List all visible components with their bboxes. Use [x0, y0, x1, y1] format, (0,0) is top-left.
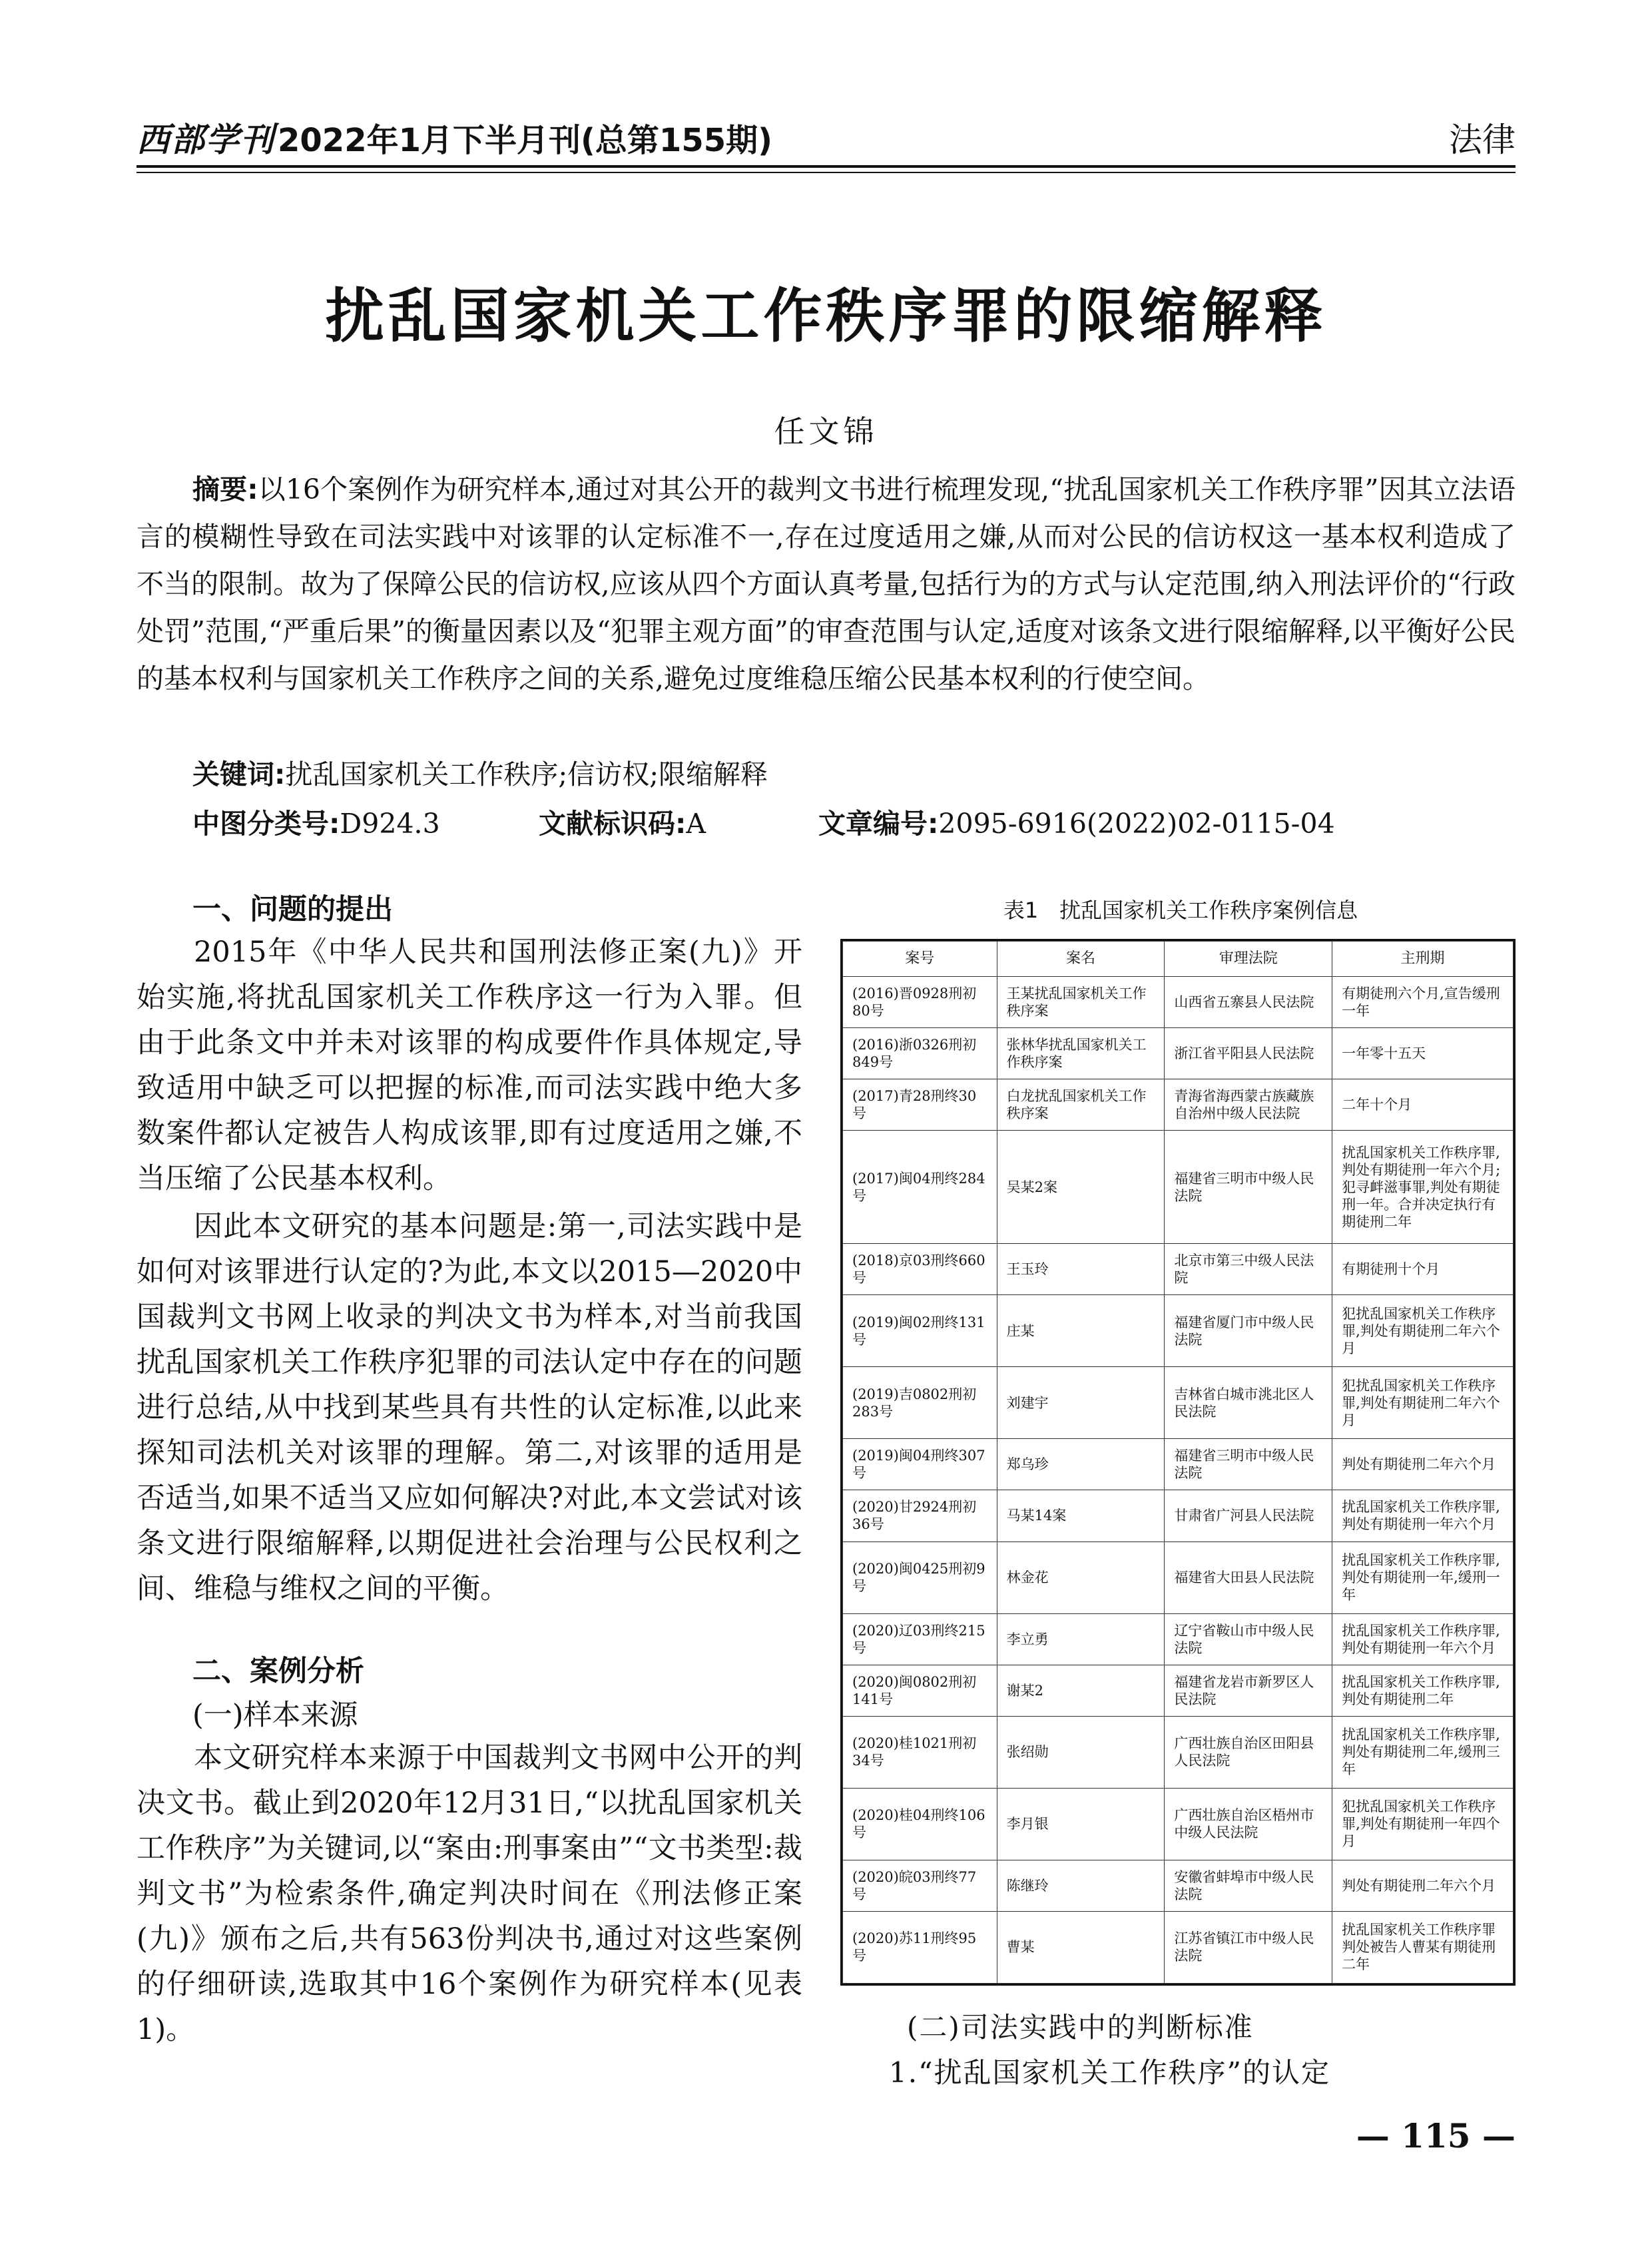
cell-case-no: (2019)闽02刑终131号 [843, 1295, 997, 1367]
cell-court: 福建省三明市中级人民法院 [1165, 1439, 1332, 1490]
abstract-text: 以16个案例作为研究样本,通过对其公开的裁判文书进行梳理发现,“扰乱国家机关工作秩序罪”因其立法语言的模糊性导致在司法实践中对该罪的认定标准不一,存在过度适用之嫌,从而对公民的信访权这一基本权利造成了不当的限制。故为了保障公民的信访权,应该从四个方面认真考量,包括行为的方式与认定范围,纳入刑法评价的“行政处罚”范围,“严重后果”的衡量因素以及“犯罪主观方面”的审查范围与认定,适度对该条文进行限缩解释,以平衡好公民的基本权利与国家机关工作秩序之间的关系,避免过度维稳压缩公民基本权利的行使空间。 [137, 473, 1515, 695]
cell-case-name: 李月银 [997, 1788, 1165, 1860]
page-number: — 115 — [1356, 2116, 1515, 2155]
clc-label: 中图分类号: [192, 808, 340, 840]
cell-case-name: 李立勇 [997, 1613, 1165, 1665]
case-table [840, 939, 1515, 1986]
article-title: 扰乱国家机关工作秩序罪的限缩解释 [325, 281, 1327, 350]
cell-sentence: 犯扰乱国家机关工作秩序罪,判处有期徒刑二年六个月 [1332, 1295, 1514, 1367]
cell-case-no: (2020)桂1021刑初34号 [843, 1716, 997, 1788]
cell-case-name: 郑乌珍 [997, 1439, 1165, 1490]
table-row [843, 1860, 1514, 1911]
cell-case-name: 庄某 [997, 1295, 1165, 1367]
journal-logo: 西部学刊 [137, 120, 275, 159]
table-header-row [843, 942, 1514, 977]
cell-sentence: 犯扰乱国家机关工作秩序罪,判处有期徒刑一年四个月 [1332, 1788, 1514, 1860]
cell-case-no: (2020)闽0802刑初141号 [843, 1665, 997, 1716]
cell-court: 福建省厦门市中级人民法院 [1165, 1295, 1332, 1367]
table-row [843, 977, 1514, 1028]
section1-heading: 一、问题的提出 [192, 893, 393, 926]
author: 任文锦 [774, 414, 878, 449]
cell-sentence: 扰乱国家机关工作秩序罪判处被告人曹某有期徒刑二年 [1332, 1911, 1514, 1983]
keywords-label: 关键词: [192, 758, 286, 790]
cell-court: 辽宁省鞍山市中级人民法院 [1165, 1613, 1332, 1665]
cell-sentence: 有期徒刑十个月 [1332, 1244, 1514, 1295]
subsection-sample-source: (一)样本来源 [192, 1699, 358, 1732]
col-header-sentence: 主刑期 [1332, 942, 1514, 977]
header-rule [137, 165, 1515, 168]
cell-case-no: (2016)晋0928刑初80号 [843, 977, 997, 1028]
cell-sentence: 判处有期徒刑二年六个月 [1332, 1439, 1514, 1490]
cell-case-no: (2019)吉0802刑初283号 [843, 1367, 997, 1439]
section2-heading: 二、案例分析 [192, 1655, 364, 1688]
cell-case-name: 张绍勋 [997, 1716, 1165, 1788]
table-row [843, 1131, 1514, 1244]
cell-case-name: 谢某2 [997, 1665, 1165, 1716]
doc-code-label: 文献标识码: [539, 808, 687, 840]
col-header-case-no: 案号 [843, 942, 997, 977]
cell-case-no: (2018)京03刑终660号 [843, 1244, 997, 1295]
cell-case-no: (2017)青28刑终30号 [843, 1079, 997, 1131]
cell-case-name: 陈继玲 [997, 1860, 1165, 1911]
cell-case-no: (2020)甘2924刑初36号 [843, 1490, 997, 1541]
cell-court: 吉林省白城市洮北区人民法院 [1165, 1367, 1332, 1439]
cell-court: 甘肃省广河县人民法院 [1165, 1490, 1332, 1541]
article-no-label: 文章编号: [818, 808, 939, 840]
journal-issue: 2022年1月下半月刊(总第155期) [278, 122, 773, 159]
clc-value: D924.3 [340, 808, 440, 840]
paragraph-3: 本文研究样本来源于中国裁判文书网中公开的判决文书。截止到2020年12月31日,“以扰乱国家机关工作秩序”为关键词,以“案由:刑事案由”“文书类型:裁判文书”为检索条件,确定判决时间在《刑法修正案(九)》颁布之后,共有563份判决书,通过对这些案例的仔细研读,选取其中16个案例作为研究样本(见表1)。 [137, 1741, 802, 2046]
table-row [843, 1716, 1514, 1788]
cell-case-name: 白龙扰乱国家机关工作秩序案 [997, 1079, 1165, 1131]
table-row [843, 1613, 1514, 1665]
cell-sentence: 一年零十五天 [1332, 1028, 1514, 1079]
cell-court: 山西省五寨县人民法院 [1165, 977, 1332, 1028]
section-label: 法律 [1449, 121, 1515, 159]
table-row [843, 1490, 1514, 1541]
keywords-text: 扰乱国家机关工作秩序;信访权;限缩解释 [285, 758, 768, 790]
cell-sentence: 有期徒刑六个月,宣告缓刑一年 [1332, 977, 1514, 1028]
cell-case-no: (2020)苏11刑终95号 [843, 1911, 997, 1983]
cell-sentence: 二年十个月 [1332, 1079, 1514, 1131]
table-row [843, 1028, 1514, 1079]
abstract [137, 466, 1515, 702]
cell-sentence: 扰乱国家机关工作秩序罪,判处有期徒刑一年六个月;犯寻衅滋事罪,判处有期徒刑一年。合并决定执行有期徒刑二年 [1332, 1131, 1514, 1244]
cell-case-no: (2020)辽03刑终215号 [843, 1613, 997, 1665]
cell-court: 青海省海西蒙古族藏族自治州中级人民法院 [1165, 1079, 1332, 1131]
cell-case-no: (2020)皖03刑终77号 [843, 1860, 997, 1911]
table-row [843, 1911, 1514, 1983]
table-row [843, 1079, 1514, 1131]
abstract-label: 摘要: [192, 473, 258, 505]
table-row [843, 1541, 1514, 1613]
cell-sentence: 扰乱国家机关工作秩序罪,判处有期徒刑二年 [1332, 1665, 1514, 1716]
subsection-item-1: 1.“扰乱国家机关工作秩序”的认定 [889, 2056, 1331, 2089]
cell-case-name: 王玉玲 [997, 1244, 1165, 1295]
cell-court: 北京市第三中级人民法院 [1165, 1244, 1332, 1295]
cell-sentence: 扰乱国家机关工作秩序罪,判处有期徒刑一年六个月 [1332, 1613, 1514, 1665]
cell-court: 广西壮族自治区田阳县人民法院 [1165, 1716, 1332, 1788]
cell-sentence: 扰乱国家机关工作秩序罪,判处有期徒刑一年六个月 [1332, 1490, 1514, 1541]
doc-code-value: A [686, 808, 706, 840]
cell-court: 广西壮族自治区梧州市中级人民法院 [1165, 1788, 1332, 1860]
header-rule-thin [137, 172, 1515, 173]
table-row [843, 1367, 1514, 1439]
table-row [843, 1295, 1514, 1367]
subsection-judgment-standard: (二)司法实践中的判断标准 [907, 2011, 1254, 2044]
cell-case-name: 刘建宇 [997, 1367, 1165, 1439]
cell-court: 福建省大田县人民法院 [1165, 1541, 1332, 1613]
classification-line [192, 802, 1335, 841]
cell-sentence: 判处有期徒刑二年六个月 [1332, 1860, 1514, 1911]
cell-case-name: 王某扰乱国家机关工作秩序案 [997, 977, 1165, 1028]
table-row [843, 1439, 1514, 1490]
cell-case-no: (2019)闽04刑终307号 [843, 1439, 997, 1490]
cell-sentence: 扰乱国家机关工作秩序罪,判处有期徒刑二年,缓刑三年 [1332, 1716, 1514, 1788]
cell-court: 福建省三明市中级人民法院 [1165, 1131, 1332, 1244]
cell-court: 江苏省镇江市中级人民法院 [1165, 1911, 1332, 1983]
cell-case-name: 吴某2案 [997, 1131, 1165, 1244]
article-no-value: 2095-6916(2022)02-0115-04 [938, 808, 1335, 840]
cell-case-name: 张林华扰乱国家机关工作秩序案 [997, 1028, 1165, 1079]
cell-case-name: 曹某 [997, 1911, 1165, 1983]
table-row [843, 1244, 1514, 1295]
paragraph-2: 因此本文研究的基本问题是:第一,司法实践中是如何对该罪进行认定的?为此,本文以2015—2020中国裁判文书网上收录的判决文书为样本,对当前我国扰乱国家机关工作秩序犯罪的司法认定中存在的问题进行总结,从中找到某些具有共性的认定标准,以此来探知司法机关对该罪的理解。第二,对该罪的适用是否适当,如果不适当又应如何解决?对此,本文尝试对该条文进行限缩解释,以期促进社会治理与公民权利之间、维稳与维权之间的平衡。 [137, 1210, 802, 1605]
cell-case-no: (2016)浙0326刑初849号 [843, 1028, 997, 1079]
table-row [843, 1788, 1514, 1860]
table-caption: 表1 扰乱国家机关工作秩序案例信息 [1003, 898, 1358, 923]
cell-case-no: (2017)闽04刑终284号 [843, 1131, 997, 1244]
paragraph-1: 2015年《中华人民共和国刑法修正案(九)》开始实施,将扰乱国家机关工作秩序这一行为入罪。但由于此条文中并未对该罪的构成要件作具体规定,导致适用中缺乏可以把握的标准,而司法实践中绝大多数案件都认定被告人构成该罪,即有过度适用之嫌,不当压缩了公民基本权利。 [137, 936, 802, 1195]
col-header-court: 审理法院 [1165, 942, 1332, 977]
cell-case-name: 马某14案 [997, 1490, 1165, 1541]
cell-court: 福建省龙岩市新罗区人民法院 [1165, 1665, 1332, 1716]
cell-court: 安徽省蚌埠市中级人民法院 [1165, 1860, 1332, 1911]
cell-case-no: (2020)桂04刑终106号 [843, 1788, 997, 1860]
table-row [843, 1665, 1514, 1716]
cell-court: 浙江省平阳县人民法院 [1165, 1028, 1332, 1079]
cell-sentence: 犯扰乱国家机关工作秩序罪,判处有期徒刑二年六个月 [1332, 1367, 1514, 1439]
cell-case-name: 林金花 [997, 1541, 1165, 1613]
cell-sentence: 扰乱国家机关工作秩序罪,判处有期徒刑一年,缓刑一年 [1332, 1541, 1514, 1613]
keywords [192, 752, 768, 792]
cell-case-no: (2020)闽0425刑初9号 [843, 1541, 997, 1613]
col-header-case-name: 案名 [997, 942, 1165, 977]
